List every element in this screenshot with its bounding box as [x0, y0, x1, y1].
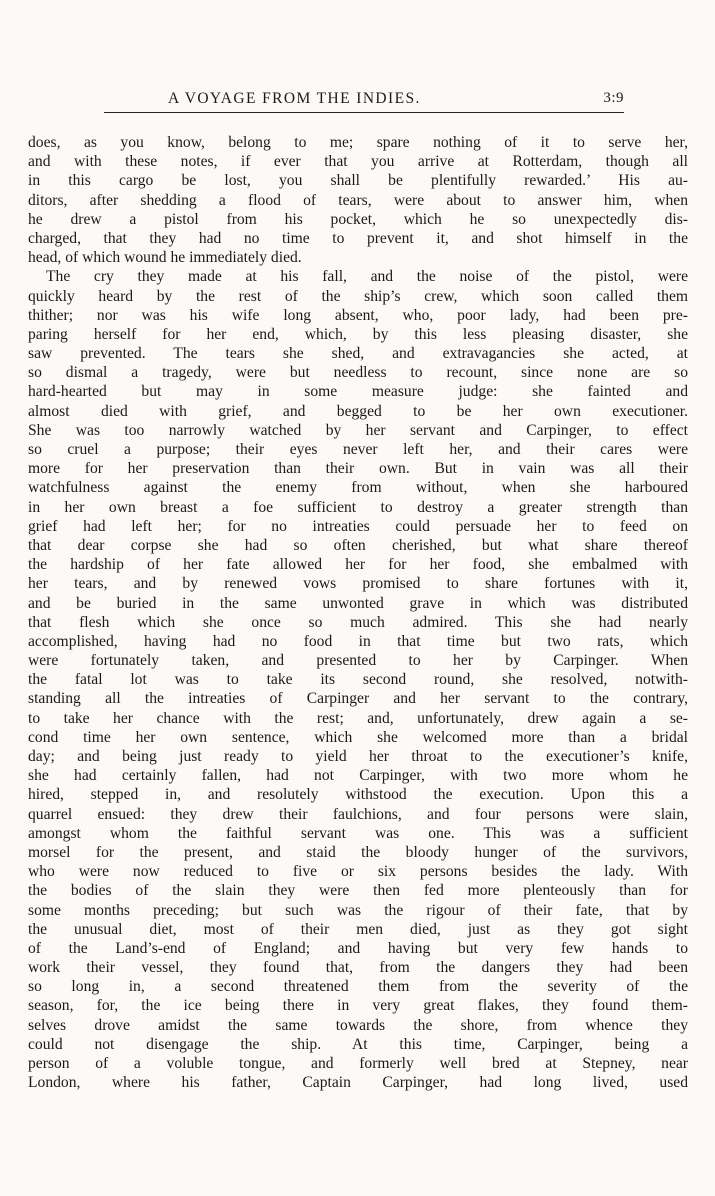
- text-line: work their vessel, they found that, from the dangers they had been: [28, 959, 688, 977]
- text-line: thither; nor was his wife long absent, who, poor lady, had been pre-: [28, 306, 688, 324]
- text-line: accomplished, having had no food in that time but two rats, which: [28, 632, 688, 650]
- text-line: he drew a pistol from his pocket, which he so unexpectedly dis-: [28, 210, 688, 228]
- text-line: that flesh which she once so much admired. This she had nearly: [28, 613, 688, 631]
- text-line: the bodies of the slain they were then fed more plenteously than for: [28, 882, 688, 900]
- text-line: she had certainly fallen, had not Carpinger, with two more whom he: [28, 767, 688, 785]
- text-line: does, as you know, belong to me; spare nothing of it to serve her,: [28, 134, 688, 151]
- text-line: grief had left her; for no intreaties could persuade her to feed on: [28, 517, 688, 535]
- text-line: She was too narrowly watched by her servant and Carpinger, to effect: [28, 421, 688, 439]
- text-line: person of a voluble tongue, and formerly well bred at Stepney, near: [28, 1055, 688, 1072]
- text-line: in her own breast a foe sufficient to destroy a greater strength than: [28, 498, 688, 516]
- text-line: her tears, and by renewed vows promised to share fortunes with it,: [28, 575, 688, 593]
- text-line: that dear corpse she had so often cherished, but what share thereof: [28, 536, 688, 554]
- text-line: selves drove amidst the same towards the shore, from whence they: [28, 1016, 688, 1034]
- body-text: [28, 133, 688, 1092]
- text-line: paring herself for her end, which, by this less pleasing disaster, she: [28, 325, 688, 343]
- text-line: morsel for the present, and staid the bloody hunger of the survivors,: [28, 843, 688, 861]
- text-line: so long in, a second threatened them from the severity of the: [28, 978, 688, 996]
- text-line: to take her chance with the rest; and, unfortunately, drew again a se-: [28, 709, 688, 727]
- text-line: charged, that they had no time to prevent it, and shot himself in the: [28, 229, 688, 247]
- text-line: hired, stepped in, and resolutely withstood the execution. Upon this a: [28, 786, 688, 804]
- text-line: The cry they made at his fall, and the noise of the pistol, were: [46, 268, 688, 286]
- text-line: standing all the intreaties of Carpinger and her servant to the contrary,: [28, 690, 688, 708]
- text-line: in this cargo be lost, you shall be plentifully rewarded.’ His au-: [28, 172, 688, 190]
- text-line: quickly heard by the rest of the ship’s crew, which soon called them: [28, 287, 688, 305]
- text-line: more for her preservation than their own. But in vain was all their: [28, 460, 688, 478]
- text-line: and with these notes, if ever that you arrive at Rotterdam, though all: [28, 153, 688, 171]
- text-line: quarrel ensued: they drew their faulchions, and four persons were slain,: [28, 805, 688, 823]
- page-number: 3:9: [603, 90, 624, 106]
- running-header: [104, 90, 624, 113]
- text-line: so dismal a tragedy, were but needless to recount, since none are so: [28, 364, 688, 382]
- text-line: some months preceding; but such was the rigour of their fate, that by: [28, 901, 688, 919]
- text-line: so cruel a purpose; their eyes never left her, and their cares were: [28, 441, 688, 458]
- text-line: season, for, the ice being there in very great flakes, they found them-: [28, 997, 688, 1015]
- text-line: and be buried in the same unwonted grave in which was distributed: [28, 594, 688, 612]
- text-line: of the Land’s-end of England; and having but very few hands to: [28, 939, 688, 957]
- text-line: were fortunately taken, and presented to her by Carpinger. When: [28, 652, 688, 670]
- text-line: head, of which wound he immediately died.: [28, 249, 302, 267]
- text-line: the fatal lot was to take its second round, she resolved, notwith-: [28, 671, 688, 689]
- text-line: hard-hearted but may in some measure judge: she fainted and: [28, 383, 688, 401]
- text-line: saw prevented. The tears she shed, and extravagancies she acted, at: [28, 345, 688, 363]
- text-line: watchfulness against the enemy from without, when she harboured: [28, 479, 688, 497]
- text-line: who were now reduced to five or six persons besides the lady. With: [28, 863, 688, 881]
- text-line: cond time her own sentence, which she welcomed more than a bridal: [28, 728, 688, 746]
- text-line: the hardship of her fate allowed her for her food, she embalmed with: [28, 556, 688, 574]
- text-line: the unusual diet, most of their men died, just as they got sight: [28, 920, 688, 938]
- running-title: A VOYAGE FROM THE INDIES.: [168, 90, 421, 107]
- text-line: day; and being just ready to yield her throat to the executioner’s knife,: [28, 748, 688, 765]
- text-line: ditors, after shedding a flood of tears, were about to answer him, when: [28, 191, 688, 209]
- text-line: almost died with grief, and begged to be her own executioner.: [28, 402, 688, 420]
- text-line: London, where his father, Captain Carpinger, had long lived, used: [28, 1074, 688, 1092]
- text-line: could not disengage the ship. At this time, Carpinger, being a: [28, 1035, 688, 1053]
- text-line: amongst whom the faithful servant was one. This was a sufficient: [28, 824, 688, 842]
